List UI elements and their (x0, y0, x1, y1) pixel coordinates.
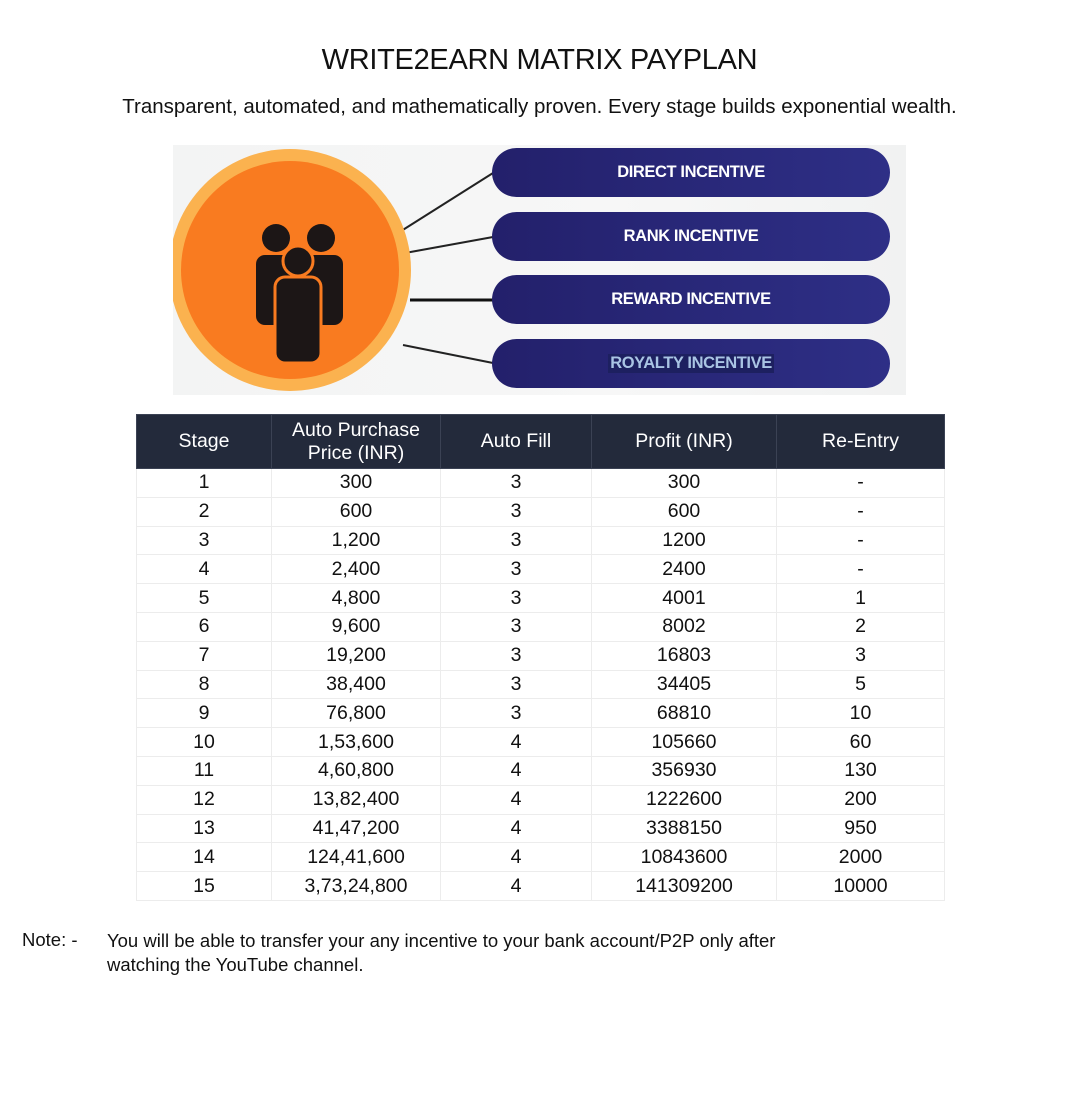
cell-re-entry: 950 (777, 814, 945, 843)
cell-re-entry: 3 (777, 641, 945, 670)
cell-auto-fill: 3 (441, 641, 592, 670)
payplan-table (136, 414, 945, 901)
cell-auto-fill: 4 (441, 843, 592, 872)
header-stage: Stage (137, 415, 272, 469)
cell-stage: 14 (137, 843, 272, 872)
cell-auto-fill: 3 (441, 469, 592, 498)
header-re-entry: Re-Entry (777, 415, 945, 469)
note-label: Note: - (22, 929, 78, 950)
cell-auto-fill: 3 (441, 612, 592, 641)
cell-profit: 4001 (592, 584, 777, 613)
table-row (137, 469, 945, 498)
cell-auto-fill: 4 (441, 728, 592, 757)
cell-auto-purchase-price: 600 (272, 497, 441, 526)
page-title: WRITE2EARN MATRIX PAYPLAN (321, 44, 758, 76)
cell-profit: 141309200 (592, 872, 777, 901)
cell-stage: 2 (137, 497, 272, 526)
pill-label: REWARD INCENTIVE (611, 290, 771, 308)
cell-stage: 12 (137, 785, 272, 814)
cell-stage: 3 (137, 526, 272, 555)
cell-auto-fill: 4 (441, 872, 592, 901)
cell-profit: 300 (592, 469, 777, 498)
cell-profit: 356930 (592, 756, 777, 785)
cell-re-entry: 2 (777, 612, 945, 641)
cell-stage: 1 (137, 469, 272, 498)
cell-auto-purchase-price: 76,800 (272, 699, 441, 728)
cell-profit: 600 (592, 497, 777, 526)
note-text: You will be able to transfer your any incentive to your bank account/P2P only after watching the YouTube channel. (107, 930, 776, 975)
table-row (137, 612, 945, 641)
cell-stage: 13 (137, 814, 272, 843)
cell-stage: 7 (137, 641, 272, 670)
cell-profit: 16803 (592, 641, 777, 670)
cell-re-entry: - (777, 469, 945, 498)
cell-auto-fill: 3 (441, 497, 592, 526)
table-row (137, 526, 945, 555)
cell-re-entry: 1 (777, 584, 945, 613)
table-row (137, 814, 945, 843)
cell-auto-purchase-price: 4,800 (272, 584, 441, 613)
header-auto-fill: Auto Fill (441, 415, 592, 469)
rank-incentive-pill (492, 212, 890, 261)
cell-auto-purchase-price: 1,53,600 (272, 728, 441, 757)
cell-profit: 2400 (592, 555, 777, 584)
cell-profit: 8002 (592, 612, 777, 641)
cell-stage: 6 (137, 612, 272, 641)
cell-auto-purchase-price: 38,400 (272, 670, 441, 699)
cell-profit: 1200 (592, 526, 777, 555)
incentive-diagram (173, 145, 906, 395)
cell-stage: 8 (137, 670, 272, 699)
cell-re-entry: - (777, 497, 945, 526)
cell-auto-fill: 4 (441, 785, 592, 814)
cell-re-entry: 200 (777, 785, 945, 814)
cell-auto-fill: 3 (441, 699, 592, 728)
cell-auto-fill: 3 (441, 584, 592, 613)
cell-auto-purchase-price: 124,41,600 (272, 843, 441, 872)
cell-auto-purchase-price: 2,400 (272, 555, 441, 584)
table-row (137, 728, 945, 757)
table-row (137, 670, 945, 699)
table-row (137, 699, 945, 728)
cell-profit: 3388150 (592, 814, 777, 843)
direct-incentive-pill (492, 148, 890, 197)
cell-profit: 1222600 (592, 785, 777, 814)
royalty-incentive-pill (492, 339, 890, 388)
page-subtitle: Transparent, automated, and mathematically proven. Every stage builds exponential wealth. (122, 95, 957, 118)
cell-profit: 68810 (592, 699, 777, 728)
table-row (137, 497, 945, 526)
cell-re-entry: 60 (777, 728, 945, 757)
pill-label: RANK INCENTIVE (623, 227, 759, 245)
cell-auto-fill: 3 (441, 555, 592, 584)
cell-auto-fill: 3 (441, 670, 592, 699)
cell-profit: 105660 (592, 728, 777, 757)
cell-auto-fill: 4 (441, 756, 592, 785)
table-row (137, 843, 945, 872)
table-header-row (137, 415, 945, 469)
cell-stage: 15 (137, 872, 272, 901)
cell-re-entry: 130 (777, 756, 945, 785)
cell-profit: 34405 (592, 670, 777, 699)
cell-stage: 11 (137, 756, 272, 785)
cell-stage: 5 (137, 584, 272, 613)
cell-auto-purchase-price: 1,200 (272, 526, 441, 555)
cell-re-entry: - (777, 555, 945, 584)
cell-re-entry: 2000 (777, 843, 945, 872)
cell-auto-purchase-price: 3,73,24,800 (272, 872, 441, 901)
cell-auto-purchase-price: 300 (272, 469, 441, 498)
pill-label: DIRECT INCENTIVE (617, 163, 765, 181)
reward-incentive-pill (492, 275, 890, 324)
cell-profit: 10843600 (592, 843, 777, 872)
cell-auto-fill: 3 (441, 526, 592, 555)
header-profit: Profit (INR) (592, 415, 777, 469)
table-row (137, 756, 945, 785)
pill-label: ROYALTY INCENTIVE (610, 354, 772, 372)
cell-stage: 10 (137, 728, 272, 757)
cell-auto-purchase-price: 9,600 (272, 612, 441, 641)
cell-auto-purchase-price: 4,60,800 (272, 756, 441, 785)
cell-auto-fill: 4 (441, 814, 592, 843)
cell-re-entry: - (777, 526, 945, 555)
cell-auto-purchase-price: 41,47,200 (272, 814, 441, 843)
table-row (137, 641, 945, 670)
cell-stage: 9 (137, 699, 272, 728)
cell-auto-purchase-price: 13,82,400 (272, 785, 441, 814)
table-row (137, 872, 945, 901)
table-row (137, 584, 945, 613)
table-row (137, 785, 945, 814)
table-row (137, 555, 945, 584)
cell-re-entry: 5 (777, 670, 945, 699)
header-auto-purchase-price: Auto Purchase Price (INR) (272, 415, 441, 469)
cell-re-entry: 10 (777, 699, 945, 728)
cell-auto-purchase-price: 19,200 (272, 641, 441, 670)
cell-re-entry: 10000 (777, 872, 945, 901)
cell-stage: 4 (137, 555, 272, 584)
